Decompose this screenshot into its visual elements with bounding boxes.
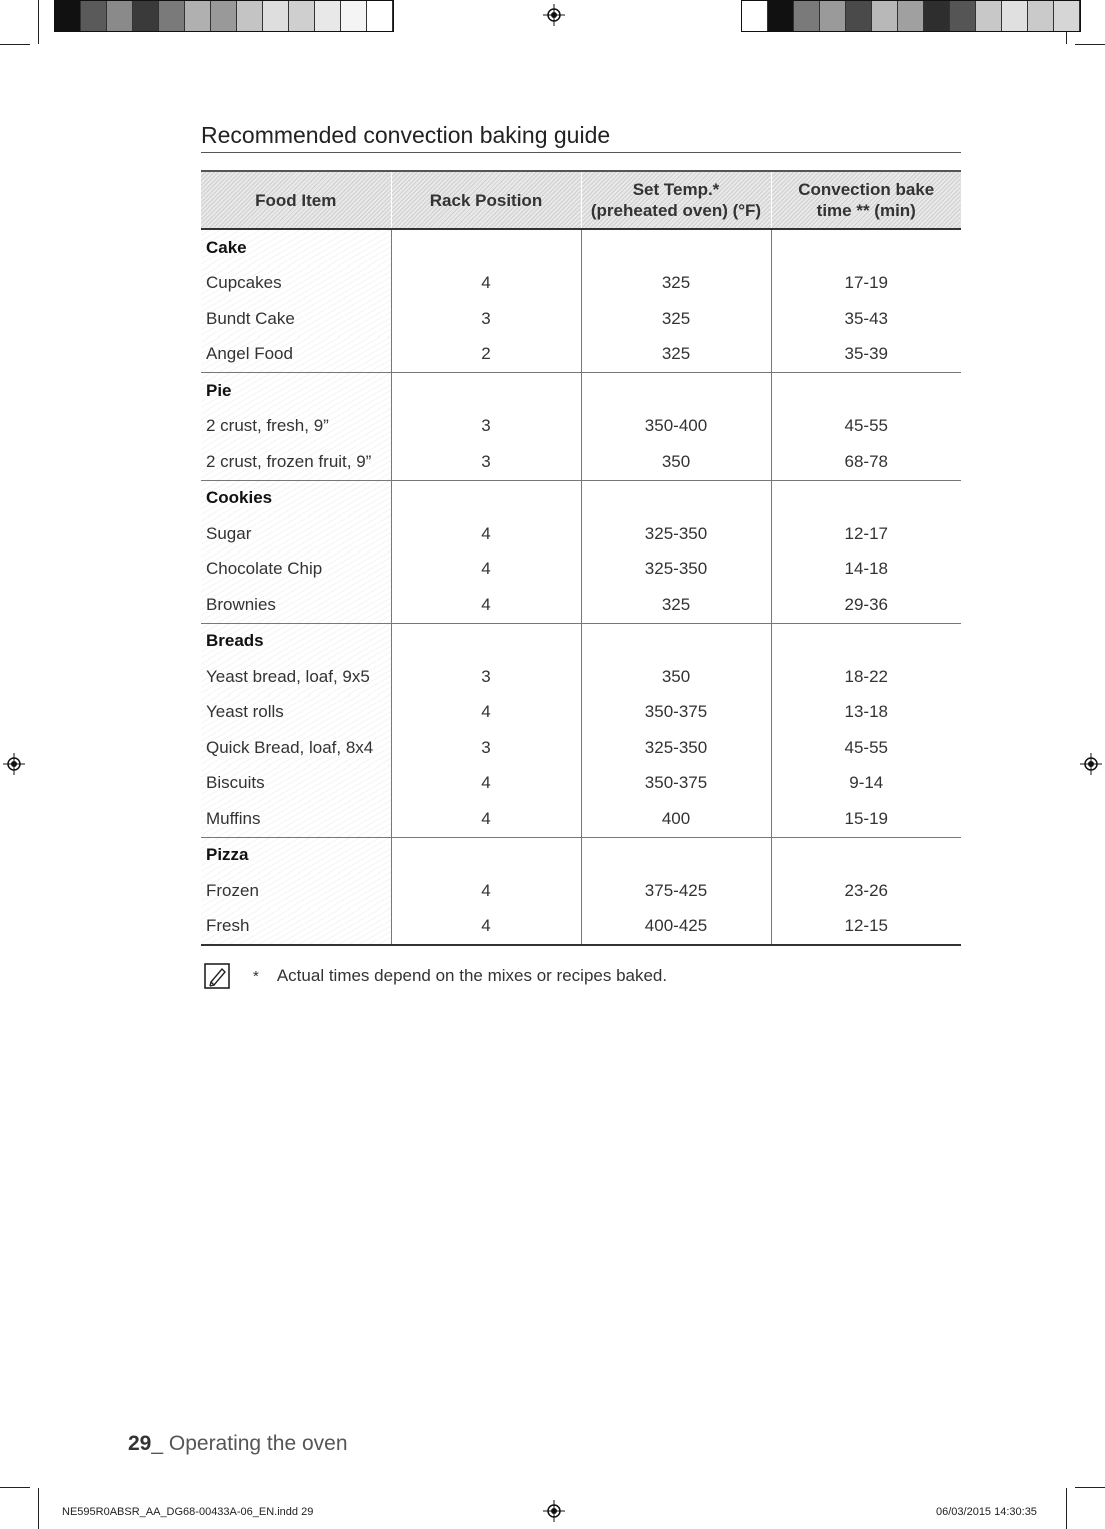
color-swatch — [367, 1, 393, 31]
page-number: 29 — [128, 1432, 152, 1455]
rack-position-cell: 2 — [391, 337, 581, 373]
color-swatch — [1054, 1, 1080, 31]
category-label: Pizza — [201, 837, 391, 873]
footnote-text: Actual times depend on the mixes or recipes baked. — [276, 966, 668, 985]
color-swatch — [81, 1, 107, 31]
bake-time-cell: 17-19 — [771, 266, 961, 302]
table-row — [201, 337, 961, 373]
bake-time-cell: 45-55 — [771, 730, 961, 766]
category-label: Cake — [201, 229, 391, 266]
category-row — [201, 623, 961, 659]
color-calibration-bar-left — [54, 0, 394, 32]
empty-cell — [391, 480, 581, 516]
bake-time-cell: 45-55 — [771, 409, 961, 445]
table-header-row — [201, 171, 961, 229]
food-item-cell: Chocolate Chip — [201, 552, 391, 588]
set-temp-cell: 325-350 — [581, 516, 771, 552]
footnote — [203, 962, 667, 990]
print-timestamp: 06/03/2015 14:30:35 — [936, 1506, 1037, 1518]
food-item-cell: 2 crust, frozen fruit, 9” — [201, 444, 391, 480]
set-temp-cell: 350 — [581, 444, 771, 480]
table-row — [201, 873, 961, 909]
registration-mark-icon — [543, 4, 565, 26]
set-temp-cell: 325 — [581, 301, 771, 337]
rack-position-cell: 3 — [391, 730, 581, 766]
category-row — [201, 229, 961, 266]
food-item-cell: Cupcakes — [201, 266, 391, 302]
bake-time-cell: 15-19 — [771, 801, 961, 837]
crop-mark-top-left-h — [0, 44, 30, 45]
empty-cell — [391, 837, 581, 873]
rack-position-cell: 4 — [391, 909, 581, 946]
color-swatch — [846, 1, 872, 31]
empty-cell — [391, 623, 581, 659]
registration-mark-icon — [1080, 753, 1102, 775]
table-row — [201, 409, 961, 445]
color-swatch — [133, 1, 159, 31]
rack-position-cell: 4 — [391, 873, 581, 909]
empty-cell — [581, 837, 771, 873]
note-icon — [203, 962, 231, 990]
section-name: _ Operating the oven — [151, 1432, 348, 1455]
crop-mark-bottom-left-v — [38, 1488, 39, 1529]
bake-time-cell: 12-17 — [771, 516, 961, 552]
header-bake-time: Convection bake time ** (min) — [771, 171, 961, 229]
set-temp-cell: 350-375 — [581, 766, 771, 802]
color-swatch — [1028, 1, 1054, 31]
color-swatch — [950, 1, 976, 31]
crop-mark-bottom-right-h — [1075, 1487, 1105, 1488]
color-swatch — [185, 1, 211, 31]
rack-position-cell: 4 — [391, 516, 581, 552]
bake-time-cell: 13-18 — [771, 695, 961, 731]
table-row — [201, 516, 961, 552]
category-row — [201, 480, 961, 516]
color-swatch — [768, 1, 794, 31]
set-temp-cell: 325-350 — [581, 552, 771, 588]
empty-cell — [771, 480, 961, 516]
crop-mark-top-right-h — [1075, 44, 1105, 45]
color-swatch — [924, 1, 950, 31]
bake-time-cell: 12-15 — [771, 909, 961, 946]
table-row — [201, 695, 961, 731]
category-label: Pie — [201, 373, 391, 409]
color-swatch — [341, 1, 367, 31]
header-set-temp: Set Temp.* (preheated oven) (°F) — [581, 171, 771, 229]
set-temp-cell: 400 — [581, 801, 771, 837]
color-swatch — [794, 1, 820, 31]
category-label: Breads — [201, 623, 391, 659]
empty-cell — [581, 480, 771, 516]
empty-cell — [771, 229, 961, 266]
category-row — [201, 373, 961, 409]
header-rack-position: Rack Position — [391, 171, 581, 229]
color-swatch — [872, 1, 898, 31]
color-swatch — [315, 1, 341, 31]
set-temp-cell: 325 — [581, 337, 771, 373]
crop-mark-top-left-v — [38, 0, 39, 44]
set-temp-cell: 350 — [581, 659, 771, 695]
rack-position-cell: 3 — [391, 444, 581, 480]
bake-time-cell: 35-43 — [771, 301, 961, 337]
empty-cell — [581, 229, 771, 266]
color-swatch — [263, 1, 289, 31]
color-swatch — [898, 1, 924, 31]
rack-position-cell: 4 — [391, 801, 581, 837]
color-swatch — [211, 1, 237, 31]
rack-position-cell: 4 — [391, 266, 581, 302]
color-swatch — [55, 1, 81, 31]
registration-mark-icon — [3, 753, 25, 775]
bake-time-cell: 9-14 — [771, 766, 961, 802]
food-item-cell: Biscuits — [201, 766, 391, 802]
table-row — [201, 587, 961, 623]
table-row — [201, 444, 961, 480]
footnote-marker: * — [253, 967, 259, 985]
rack-position-cell: 4 — [391, 766, 581, 802]
color-swatch — [237, 1, 263, 31]
empty-cell — [391, 373, 581, 409]
set-temp-cell: 325 — [581, 266, 771, 302]
food-item-cell: Sugar — [201, 516, 391, 552]
set-temp-cell: 325-350 — [581, 730, 771, 766]
food-item-cell: Quick Bread, loaf, 8x4 — [201, 730, 391, 766]
page-title: Recommended convection baking guide — [201, 121, 961, 153]
bake-time-cell: 29-36 — [771, 587, 961, 623]
bake-time-cell: 35-39 — [771, 337, 961, 373]
rack-position-cell: 4 — [391, 695, 581, 731]
empty-cell — [581, 623, 771, 659]
rack-position-cell: 3 — [391, 301, 581, 337]
table-row — [201, 552, 961, 588]
food-item-cell: Muffins — [201, 801, 391, 837]
registration-mark-icon — [543, 1500, 565, 1522]
food-item-cell: Bundt Cake — [201, 301, 391, 337]
bake-time-cell: 68-78 — [771, 444, 961, 480]
empty-cell — [391, 229, 581, 266]
color-swatch — [159, 1, 185, 31]
header-food-item: Food Item — [201, 171, 391, 229]
color-calibration-bar-right — [741, 0, 1081, 32]
page-footer — [128, 1432, 348, 1456]
set-temp-cell: 400-425 — [581, 909, 771, 946]
category-label: Cookies — [201, 480, 391, 516]
empty-cell — [771, 837, 961, 873]
set-temp-cell: 325 — [581, 587, 771, 623]
food-item-cell: Yeast bread, loaf, 9x5 — [201, 659, 391, 695]
bake-time-cell: 23-26 — [771, 873, 961, 909]
color-swatch — [1002, 1, 1028, 31]
color-swatch — [742, 1, 768, 31]
baking-guide-table — [201, 170, 961, 946]
rack-position-cell: 4 — [391, 587, 581, 623]
food-item-cell: Yeast rolls — [201, 695, 391, 731]
table-row — [201, 909, 961, 946]
file-slug: NE595R0ABSR_AA_DG68-00433A-06_EN.indd 29 — [62, 1506, 314, 1518]
food-item-cell: Fresh — [201, 909, 391, 946]
crop-mark-bottom-right-v — [1066, 1488, 1067, 1529]
food-item-cell: Brownies — [201, 587, 391, 623]
set-temp-cell: 375-425 — [581, 873, 771, 909]
food-item-cell: Angel Food — [201, 337, 391, 373]
set-temp-cell: 350-375 — [581, 695, 771, 731]
bake-time-cell: 14-18 — [771, 552, 961, 588]
rack-position-cell: 3 — [391, 659, 581, 695]
food-item-cell: 2 crust, fresh, 9” — [201, 409, 391, 445]
table-row — [201, 730, 961, 766]
color-swatch — [107, 1, 133, 31]
empty-cell — [581, 373, 771, 409]
table-row — [201, 801, 961, 837]
empty-cell — [771, 373, 961, 409]
category-row — [201, 837, 961, 873]
rack-position-cell: 4 — [391, 552, 581, 588]
table-row — [201, 266, 961, 302]
food-item-cell: Frozen — [201, 873, 391, 909]
set-temp-cell: 350-400 — [581, 409, 771, 445]
rack-position-cell: 3 — [391, 409, 581, 445]
color-swatch — [820, 1, 846, 31]
table-row — [201, 659, 961, 695]
table-row — [201, 301, 961, 337]
color-swatch — [976, 1, 1002, 31]
color-swatch — [289, 1, 315, 31]
empty-cell — [771, 623, 961, 659]
crop-mark-bottom-left-h — [0, 1487, 30, 1488]
table-row — [201, 766, 961, 802]
bake-time-cell: 18-22 — [771, 659, 961, 695]
